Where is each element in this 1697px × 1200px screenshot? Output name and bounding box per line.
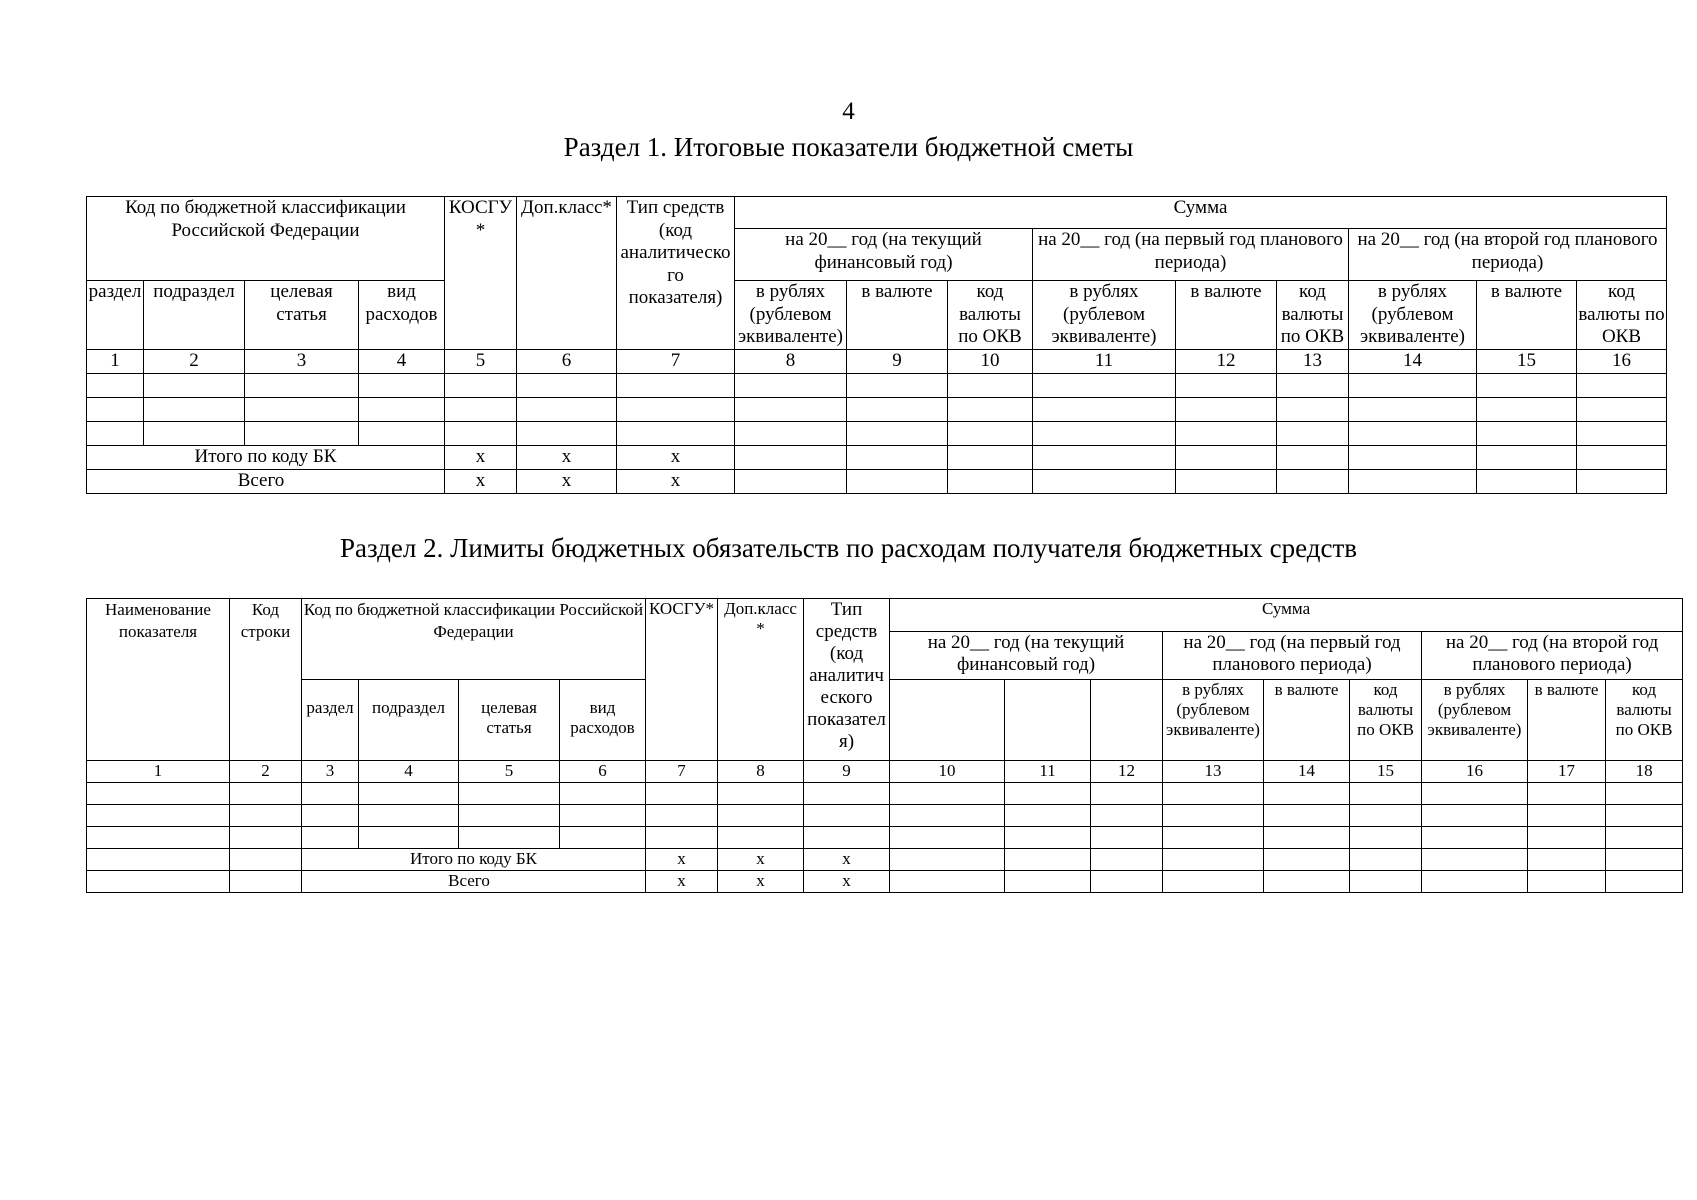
table-cell[interactable] [1477,397,1577,421]
table-cell[interactable] [1176,421,1277,445]
column-number: 18 [1606,761,1683,783]
table-cell[interactable] [646,827,718,849]
header-val: в валюте [847,281,948,350]
table-row [87,421,1667,445]
itogo-row [87,849,1683,871]
header-okv: код валюты по ОКВ [948,281,1033,350]
table-cell[interactable] [948,373,1033,397]
table-cell[interactable] [87,849,230,871]
table-cell[interactable] [1606,871,1683,893]
column-number: 6 [517,350,617,374]
table-cell[interactable] [735,421,847,445]
header-okv: код валюты по ОКВ [1350,680,1422,761]
table-cell[interactable] [1528,783,1606,805]
table-cell[interactable] [1422,849,1528,871]
x-mark: x [445,469,517,493]
table-cell[interactable] [445,373,517,397]
table-cell[interactable] [804,805,890,827]
table-cell[interactable] [1264,871,1350,893]
header-okv: код валюты по ОКВ [1277,281,1349,350]
table-cell[interactable] [718,783,804,805]
table-cell[interactable] [804,827,890,849]
table-cell[interactable] [230,783,302,805]
header-podrazdel: подраздел [144,281,245,350]
vsego-row [87,871,1683,893]
table-cell[interactable] [617,373,735,397]
column-number: 14 [1349,350,1477,374]
column-number: 16 [1577,350,1667,374]
table-cell[interactable] [1422,871,1528,893]
table-cell[interactable] [87,373,144,397]
table-cell[interactable] [359,421,445,445]
header-tip-sredstv: Тип средств (код аналитич еского показател я) [804,599,890,761]
header-rub: в рублях (рублевом эквиваленте) [1349,281,1477,350]
table-cell[interactable] [646,805,718,827]
header-year-first: на 20__ год (на первый год планового периода) [1163,632,1422,680]
table-cell[interactable] [890,783,1005,805]
column-number: 1 [87,761,230,783]
table-cell[interactable] [1350,805,1422,827]
table-cell[interactable] [1091,827,1163,849]
x-mark: x [718,871,804,893]
section-1-title: Раздел 1. Итоговые показатели бюджетной сметы [563,132,1134,162]
header-vid: вид расходов [560,680,646,761]
x-mark: x [517,445,617,469]
table-cell[interactable] [1422,805,1528,827]
table-cell[interactable] [735,445,847,469]
table-cell[interactable] [230,871,302,893]
x-mark: x [646,849,718,871]
table-cell[interactable] [1350,783,1422,805]
header-val: в валюте [1477,281,1577,350]
table-cell[interactable] [735,373,847,397]
table-cell[interactable] [1606,849,1683,871]
itogo-row [87,445,1667,469]
table-cell[interactable] [1606,805,1683,827]
header-rub: в рублях (рублевом эквиваленте) [1033,281,1176,350]
table-cell[interactable] [459,783,560,805]
table-cell[interactable] [1163,871,1264,893]
table-cell[interactable] [230,849,302,871]
table-cell[interactable] [1606,783,1683,805]
table-cell[interactable] [1277,469,1349,493]
column-number: 15 [1350,761,1422,783]
column-number: 16 [1422,761,1528,783]
header-naim: Наименование показателя [87,599,230,761]
table-cell[interactable] [1349,445,1477,469]
table-cell[interactable] [1163,783,1264,805]
table-cell[interactable] [1477,421,1577,445]
table-row [87,827,1683,849]
table-cell[interactable] [1091,871,1163,893]
header-okv: код валюты по ОКВ [1606,680,1683,761]
table-cell[interactable] [1005,849,1091,871]
table-cell[interactable] [1005,783,1091,805]
table-cell[interactable] [359,397,445,421]
table-cell[interactable] [1277,397,1349,421]
header-blank [1005,680,1091,761]
x-mark: x [517,469,617,493]
column-number: 9 [847,350,948,374]
column-number: 2 [230,761,302,783]
header-celevaya: целевая статья [245,281,359,350]
table-cell[interactable] [245,397,359,421]
table-cell[interactable] [646,783,718,805]
column-number: 13 [1277,350,1349,374]
header-podrazdel: подраздел [359,680,459,761]
table-cell[interactable] [1528,849,1606,871]
table-cell[interactable] [87,871,230,893]
table-cell[interactable] [804,783,890,805]
table-cell[interactable] [1163,849,1264,871]
table-cell[interactable] [1176,445,1277,469]
column-number: 11 [1005,761,1091,783]
table-cell[interactable] [1422,783,1528,805]
column-number: 3 [245,350,359,374]
table-cell[interactable] [1277,421,1349,445]
table-cell[interactable] [359,783,459,805]
table-cell[interactable] [948,421,1033,445]
table-cell[interactable] [445,397,517,421]
table-cell[interactable] [560,827,646,849]
table-cell[interactable] [517,373,617,397]
table-row [87,373,1667,397]
table-cell[interactable] [1033,373,1176,397]
header-year-current: на 20__ год (на текущий финансовый год) [735,229,1033,281]
table-cell[interactable] [948,445,1033,469]
header-kbk: Код по бюджетной классификации Российской Федерации [302,599,646,680]
header-dop-class: Доп.класс* [517,197,617,350]
table-row [87,783,1683,805]
table-cell[interactable] [87,421,144,445]
table-cell[interactable] [1577,469,1667,493]
header-val: в валюте [1176,281,1277,350]
table-cell[interactable] [1349,421,1477,445]
column-number: 10 [948,350,1033,374]
table-cell[interactable] [948,397,1033,421]
column-number: 8 [718,761,804,783]
column-number: 4 [359,761,459,783]
header-val: в валюте [1528,680,1606,761]
x-mark: x [445,445,517,469]
header-dop-class: Доп.класс * [718,599,804,761]
column-number: 13 [1163,761,1264,783]
table-cell[interactable] [517,421,617,445]
header-year-current: на 20__ год (на текущий финансовый год) [890,632,1163,680]
header-celevaya: целевая статья [459,680,560,761]
table-cell[interactable] [948,469,1033,493]
table-cell[interactable] [847,421,948,445]
column-number: 15 [1477,350,1577,374]
table-cell[interactable] [1606,827,1683,849]
column-number: 11 [1033,350,1176,374]
header-year-second: на 20__ год (на второй год планового периода) [1422,632,1683,680]
table-cell[interactable] [560,805,646,827]
table-cell[interactable] [1005,827,1091,849]
table-cell[interactable] [1264,849,1350,871]
table-cell[interactable] [847,469,948,493]
table-cell[interactable] [1033,445,1176,469]
table-cell[interactable] [890,827,1005,849]
table-cell[interactable] [87,805,230,827]
header-kosgu: КОСГУ* [646,599,718,761]
column-number: 12 [1176,350,1277,374]
header-year-second: на 20__ год (на второй год планового периода) [1349,229,1667,281]
table-cell[interactable] [1176,469,1277,493]
header-summa: Сумма [890,599,1683,632]
column-number: 1 [87,350,144,374]
table-cell[interactable] [359,373,445,397]
column-number: 10 [890,761,1005,783]
table-cell[interactable] [1264,805,1350,827]
header-summa: Сумма [735,197,1667,229]
column-number: 7 [617,350,735,374]
header-rub: в рублях (рублевом эквиваленте) [1163,680,1264,761]
table-cell[interactable] [847,445,948,469]
column-number: 17 [1528,761,1606,783]
column-number: 4 [359,350,445,374]
table-cell[interactable] [1176,397,1277,421]
table-cell[interactable] [617,421,735,445]
header-tip-sredstv: Тип средств (код аналитическо го показателя) [617,197,735,350]
table-row [87,397,1667,421]
column-number: 6 [560,761,646,783]
table-cell[interactable] [87,783,230,805]
table-cell[interactable] [890,871,1005,893]
header-vid: вид расходов [359,281,445,350]
table-cell[interactable] [230,805,302,827]
table-cell[interactable] [302,805,359,827]
section-1-table [86,196,1667,494]
x-mark: x [617,469,735,493]
column-number: 12 [1091,761,1163,783]
x-mark: x [804,871,890,893]
table-cell[interactable] [230,827,302,849]
column-number: 5 [459,761,560,783]
table-cell[interactable] [1350,849,1422,871]
column-number: 5 [445,350,517,374]
vsego-label: Всего [87,469,445,493]
table-cell[interactable] [1033,469,1176,493]
x-mark: x [617,445,735,469]
table-cell[interactable] [1477,373,1577,397]
header-val: в валюте [1264,680,1350,761]
table-cell[interactable] [1091,783,1163,805]
table-cell[interactable] [890,805,1005,827]
table-cell[interactable] [1477,469,1577,493]
table-cell[interactable] [87,397,144,421]
header-rub: в рублях (рублевом эквиваленте) [735,281,847,350]
header-blank [890,680,1005,761]
itogo-label: Итого по коду БК [302,849,646,871]
column-number: 7 [646,761,718,783]
header-razdel: раздел [87,281,144,350]
x-mark: x [646,871,718,893]
table-cell[interactable] [1350,827,1422,849]
table-cell[interactable] [560,783,646,805]
table-cell[interactable] [1349,373,1477,397]
header-year-first: на 20__ год (на первый год планового периода) [1033,229,1349,281]
table-cell[interactable] [1176,373,1277,397]
table-cell[interactable] [847,373,948,397]
header-okv: код валюты по ОКВ [1577,281,1667,350]
column-number: 14 [1264,761,1350,783]
section-2-table [86,598,1683,893]
table-cell[interactable] [1349,397,1477,421]
table-cell[interactable] [1577,373,1667,397]
table-cell[interactable] [445,421,517,445]
table-cell[interactable] [890,849,1005,871]
table-cell[interactable] [359,827,459,849]
table-cell[interactable] [735,397,847,421]
table-cell[interactable] [735,469,847,493]
table-cell[interactable] [1277,445,1349,469]
itogo-label: Итого по коду БК [87,445,445,469]
table-cell[interactable] [302,783,359,805]
table-cell[interactable] [1528,805,1606,827]
table-cell[interactable] [1350,871,1422,893]
table-cell[interactable] [1163,827,1264,849]
table-cell[interactable] [1091,849,1163,871]
table-cell[interactable] [1091,805,1163,827]
table-cell[interactable] [1577,445,1667,469]
table-cell[interactable] [245,373,359,397]
table-cell[interactable] [1005,805,1091,827]
table-row [87,805,1683,827]
table-cell[interactable] [87,827,230,849]
table-cell[interactable] [1422,827,1528,849]
table-cell[interactable] [459,805,560,827]
table-cell[interactable] [1528,827,1606,849]
column-number: 3 [302,761,359,783]
header-blank [1091,680,1163,761]
header-razdel: раздел [302,680,359,761]
table-cell[interactable] [718,805,804,827]
x-mark: x [718,849,804,871]
header-kosgu: КОСГУ * [445,197,517,350]
table-cell[interactable] [1163,805,1264,827]
table-cell[interactable] [144,373,245,397]
table-cell[interactable] [617,397,735,421]
table-cell[interactable] [1005,871,1091,893]
header-rub: в рублях (рублевом эквиваленте) [1422,680,1528,761]
table-cell[interactable] [517,397,617,421]
column-number: 8 [735,350,847,374]
column-number: 9 [804,761,890,783]
table-cell[interactable] [1528,871,1606,893]
table-cell[interactable] [1264,783,1350,805]
header-kod-stroki: Код строки [230,599,302,761]
table-cell[interactable] [718,827,804,849]
table-cell[interactable] [144,397,245,421]
table-cell[interactable] [245,421,359,445]
table-cell[interactable] [459,827,560,849]
table-cell[interactable] [1033,421,1176,445]
table-cell[interactable] [1277,373,1349,397]
table-cell[interactable] [1477,445,1577,469]
table-cell[interactable] [1264,827,1350,849]
header-kbk: Код по бюджетной классификации Российской Федерации [87,197,445,281]
page-number: 4 [842,98,855,125]
table-cell[interactable] [1033,397,1176,421]
section-2-title: Раздел 2. Лимиты бюджетных обязательств по расходам получателя бюджетных средств [339,533,1358,563]
table-cell[interactable] [1577,397,1667,421]
vsego-row [87,469,1667,493]
table-cell[interactable] [359,805,459,827]
table-cell[interactable] [1349,469,1477,493]
column-number: 2 [144,350,245,374]
table-cell[interactable] [144,421,245,445]
table-cell[interactable] [847,397,948,421]
x-mark: x [804,849,890,871]
vsego-label: Всего [302,871,646,893]
table-cell[interactable] [302,827,359,849]
table-cell[interactable] [1577,421,1667,445]
